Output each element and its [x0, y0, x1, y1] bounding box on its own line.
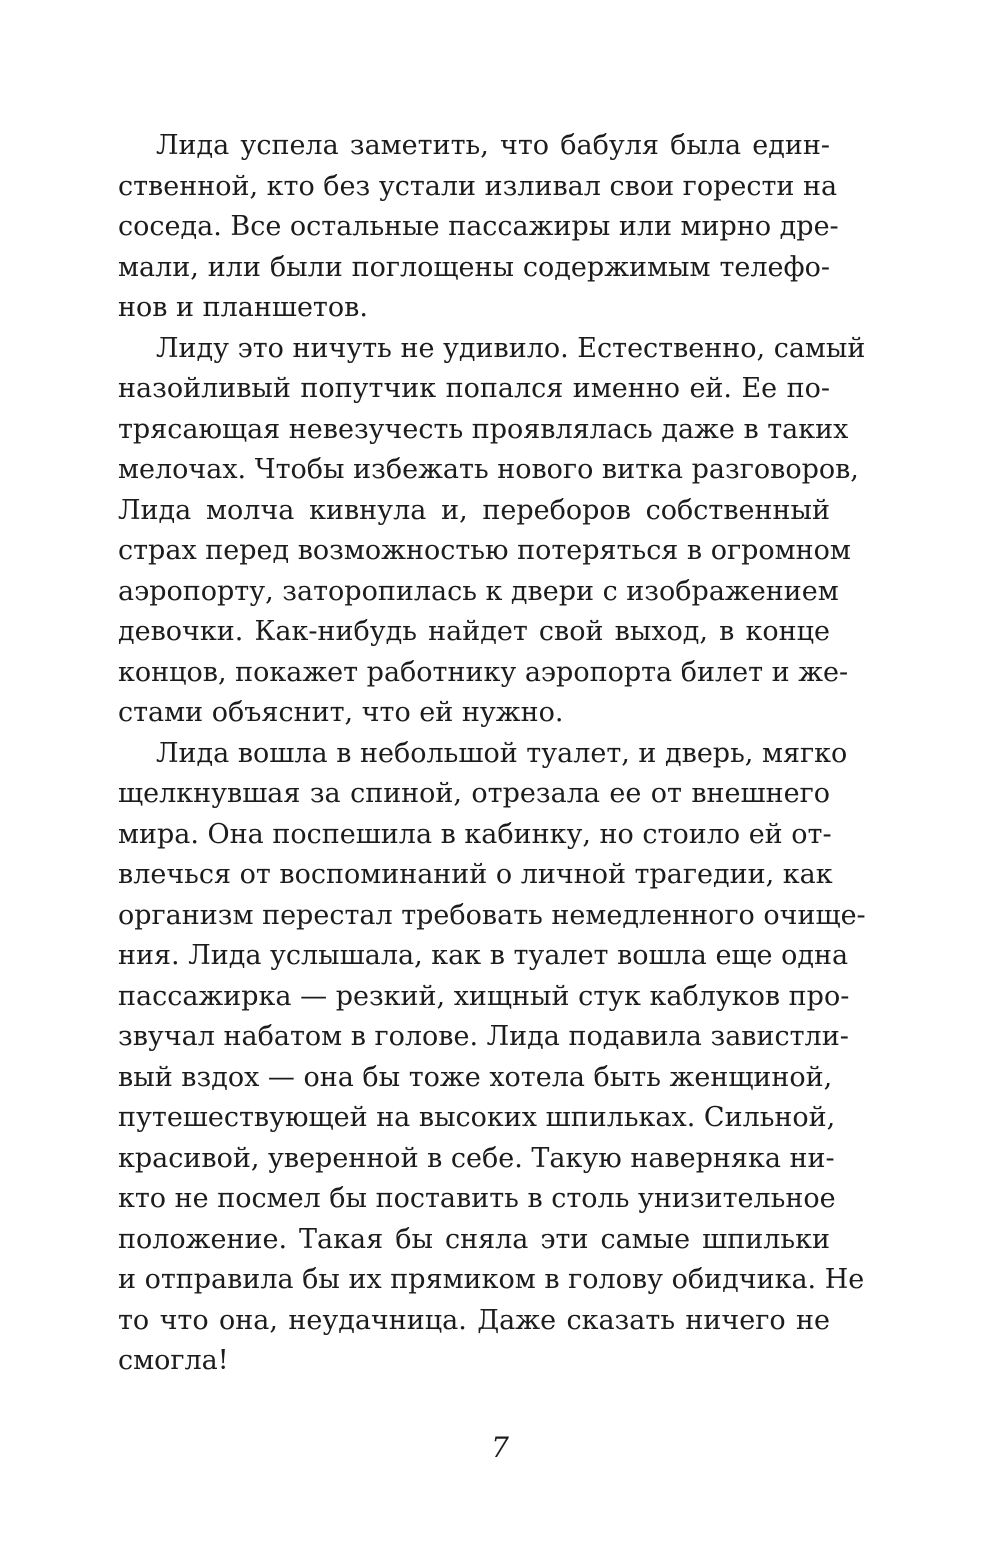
- text-line: девочки. Как-нибудь найдет свой выход, в конце: [118, 616, 830, 647]
- text-line: влечься от воспоминаний о личной трагедии, как: [118, 859, 833, 890]
- paragraph: [118, 734, 866, 1382]
- text-line: путешествующей на высоких шпильках. Сильной,: [118, 1102, 836, 1133]
- text-line: Лида успела заметить, что бабуля была един-: [156, 130, 830, 161]
- text-line: ственной, кто без устали изливал свои горести на: [118, 170, 838, 202]
- text-line: Лида вошла в небольшой туалет, и дверь, мягко: [156, 737, 848, 769]
- text-line: и отправила бы их прямиком в голову обидчика. Не: [118, 1264, 865, 1295]
- text-line: концов, покажет работнику аэропорта билет и же-: [118, 656, 849, 688]
- text-line: соседа. Все остальные пассажиры или мирно дре-: [118, 211, 839, 242]
- text-line: трясающая невезучесть проявлялась даже в таких: [118, 413, 849, 445]
- text-line: красивой, уверенной в себе. Такую наверняка ни-: [118, 1142, 835, 1174]
- body-text: [118, 126, 866, 1382]
- paragraph: [118, 329, 866, 734]
- text-line: назойливый попутчик попался именно ей. Ее по-: [118, 373, 830, 404]
- page-number: 7: [491, 1431, 509, 1464]
- paragraph: [118, 126, 839, 329]
- text-line: щелкнувшая за спиной, отрезала ее от внешнего: [118, 778, 830, 809]
- text-line: вый вздох — она бы тоже хотела быть женщиной,: [118, 1061, 833, 1093]
- text-line: страх перед возможностью потеряться в огромном: [118, 535, 851, 566]
- text-line: мали, или были поглощены содержимым телефо-: [118, 251, 830, 283]
- text-line: организм перестал требовать немедленного очище-: [118, 899, 866, 931]
- text-line: нов и планшетов.: [118, 292, 368, 323]
- text-line: мелочах. Чтобы избежать нового витка разговоров,: [118, 454, 859, 485]
- text-line: кто не посмел бы поставить в столь унизительное: [118, 1183, 836, 1214]
- text-line: мира. Она поспешила в кабинку, но стоило ей от-: [118, 818, 832, 850]
- text-line: то что она, неудачница. Даже сказать ничего не: [118, 1304, 830, 1336]
- text-line: стами объяснит, что ей нужно.: [118, 697, 564, 728]
- text-line: Лиду это ничуть не удивило. Естественно, самый: [156, 332, 866, 364]
- text-line: положение. Такая бы сняла эти самые шпильки: [118, 1223, 830, 1255]
- text-line: смогла!: [118, 1345, 229, 1376]
- text-line: пассажирка — резкий, хищный стук каблуков про-: [118, 980, 850, 1012]
- text-line: звучал набатом в голове. Лида подавила завистли-: [118, 1021, 849, 1052]
- text-line: ния. Лида услышала, как в туалет вошла еще одна: [118, 940, 849, 971]
- text-line: аэропорту, заторопилась к двери с изображением: [118, 575, 839, 607]
- text-line: Лида молча кивнула и, переборов собственный: [118, 494, 830, 526]
